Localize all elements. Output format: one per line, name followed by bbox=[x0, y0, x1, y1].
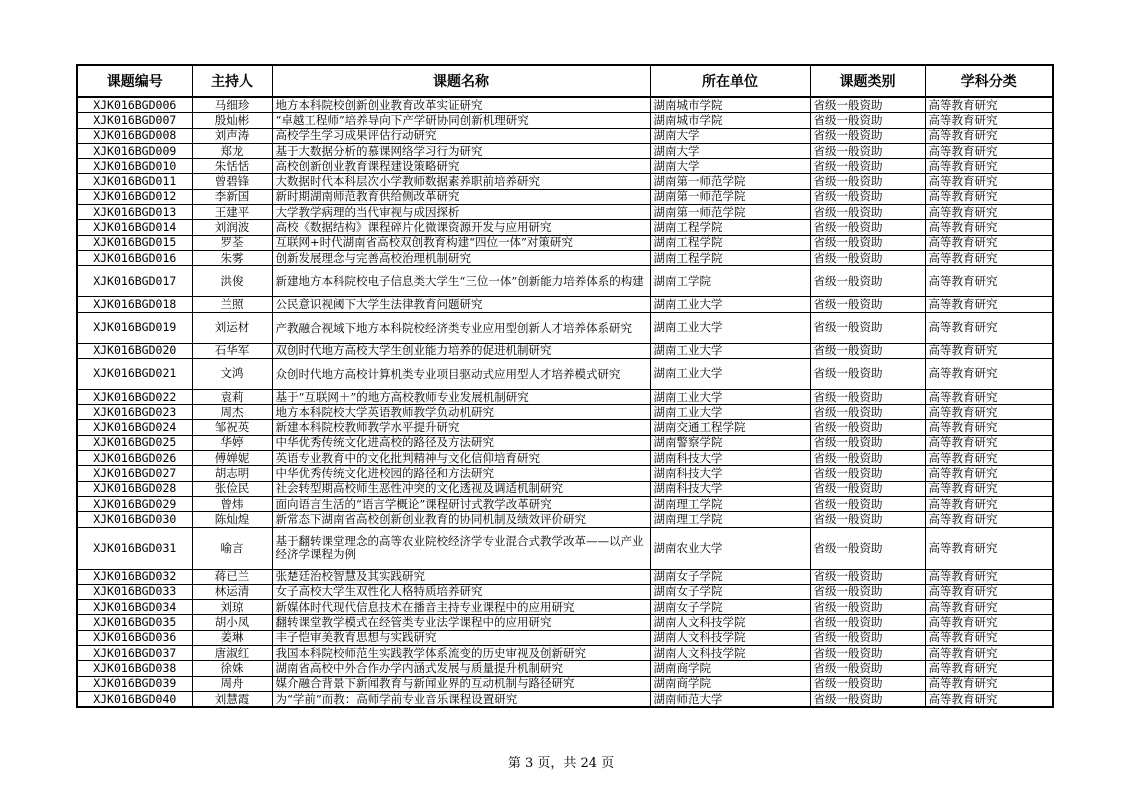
cell-title: 基于大数据分析的慕课网络学习行为研究 bbox=[272, 143, 650, 158]
cell-unit: 湖南理工学院 bbox=[650, 496, 810, 511]
cell-host: 石华军 bbox=[192, 343, 272, 358]
cell-host: 刘润波 bbox=[192, 220, 272, 235]
cell-title: 大学教学病理的当代审视与成因探析 bbox=[272, 205, 650, 220]
table-row bbox=[77, 481, 1053, 496]
cell-unit: 湖南工业大学 bbox=[650, 389, 810, 404]
cell-code: XJK016BGD030 bbox=[77, 512, 192, 527]
cell-unit: 湖南科技大学 bbox=[650, 451, 810, 466]
cell-unit: 湖南科技大学 bbox=[650, 466, 810, 481]
cell-category: 省级一般资助 bbox=[810, 220, 925, 235]
cell-host: 殷灿彬 bbox=[192, 113, 272, 128]
cell-subject: 高等教育研究 bbox=[925, 646, 1053, 661]
cell-category: 省级一般资助 bbox=[810, 676, 925, 691]
cell-host: 朱恬恬 bbox=[192, 159, 272, 174]
cell-subject: 高等教育研究 bbox=[925, 113, 1053, 128]
cell-category: 省级一般资助 bbox=[810, 128, 925, 143]
cell-host: 刘琼 bbox=[192, 600, 272, 615]
cell-host: 姜琳 bbox=[192, 630, 272, 645]
cell-host: 喻言 bbox=[192, 527, 272, 569]
cell-title: 新媒体时代现代信息技术在播音主持专业课程中的应用研究 bbox=[272, 600, 650, 615]
cell-code: XJK016BGD008 bbox=[77, 128, 192, 143]
cell-subject: 高等教育研究 bbox=[925, 481, 1053, 496]
cell-subject: 高等教育研究 bbox=[925, 97, 1053, 113]
cell-title: 中华优秀传统文化进校园的路径和方法研究 bbox=[272, 466, 650, 481]
cell-unit: 湖南理工学院 bbox=[650, 512, 810, 527]
cell-category: 省级一般资助 bbox=[810, 205, 925, 220]
header-unit: 所在单位 bbox=[650, 65, 810, 97]
cell-title: 女子高校大学生双性化人格特质培养研究 bbox=[272, 584, 650, 599]
cell-category: 省级一般资助 bbox=[810, 435, 925, 450]
cell-host: 李新国 bbox=[192, 189, 272, 204]
cell-title: 翻转课堂教学模式在经管类专业法学课程中的应用研究 bbox=[272, 615, 650, 630]
table-row bbox=[77, 676, 1053, 691]
cell-code: XJK016BGD034 bbox=[77, 600, 192, 615]
cell-title: 面向语言生活的“语言学概论”课程研讨式教学改革研究 bbox=[272, 496, 650, 511]
cell-host: 林运清 bbox=[192, 584, 272, 599]
cell-unit: 湖南第一师范学院 bbox=[650, 189, 810, 204]
table-row bbox=[77, 266, 1053, 297]
cell-code: XJK016BGD037 bbox=[77, 646, 192, 661]
cell-unit: 湖南城市学院 bbox=[650, 97, 810, 113]
cell-unit: 湖南交通工程学院 bbox=[650, 420, 810, 435]
cell-host: 华婷 bbox=[192, 435, 272, 450]
header-category: 课题类别 bbox=[810, 65, 925, 97]
table-row bbox=[77, 113, 1053, 128]
cell-subject: 高等教育研究 bbox=[925, 527, 1053, 569]
cell-subject: 高等教育研究 bbox=[925, 358, 1053, 389]
cell-category: 省级一般资助 bbox=[810, 569, 925, 584]
cell-unit: 湖南工业大学 bbox=[650, 405, 810, 420]
table-row bbox=[77, 297, 1053, 312]
cell-category: 省级一般资助 bbox=[810, 527, 925, 569]
cell-unit: 湖南师范大学 bbox=[650, 691, 810, 707]
cell-host: 洪俊 bbox=[192, 266, 272, 297]
cell-subject: 高等教育研究 bbox=[925, 250, 1053, 265]
cell-host: 曾碧锋 bbox=[192, 174, 272, 189]
cell-code: XJK016BGD014 bbox=[77, 220, 192, 235]
cell-code: XJK016BGD013 bbox=[77, 205, 192, 220]
cell-subject: 高等教育研究 bbox=[925, 676, 1053, 691]
table-row bbox=[77, 420, 1053, 435]
cell-category: 省级一般资助 bbox=[810, 343, 925, 358]
cell-subject: 高等教育研究 bbox=[925, 205, 1053, 220]
cell-title: 新常态下湖南省高校创新创业教育的协同机制及绩效评价研究 bbox=[272, 512, 650, 527]
table-row bbox=[77, 630, 1053, 645]
cell-category: 省级一般资助 bbox=[810, 451, 925, 466]
cell-title: 新建本科院校教师教学水平提升研究 bbox=[272, 420, 650, 435]
cell-host: 文鸿 bbox=[192, 358, 272, 389]
cell-host: 陈灿煌 bbox=[192, 512, 272, 527]
cell-subject: 高等教育研究 bbox=[925, 496, 1053, 511]
cell-title: 湖南省高校中外合作办学内涵式发展与质量提升机制研究 bbox=[272, 661, 650, 676]
cell-code: XJK016BGD026 bbox=[77, 451, 192, 466]
cell-unit: 湖南女子学院 bbox=[650, 569, 810, 584]
table-row bbox=[77, 512, 1053, 527]
cell-unit: 湖南商学院 bbox=[650, 676, 810, 691]
cell-category: 省级一般资助 bbox=[810, 584, 925, 599]
cell-subject: 高等教育研究 bbox=[925, 615, 1053, 630]
cell-subject: 高等教育研究 bbox=[925, 420, 1053, 435]
cell-unit: 湖南工业大学 bbox=[650, 358, 810, 389]
cell-category: 省级一般资助 bbox=[810, 600, 925, 615]
cell-host: 徐姝 bbox=[192, 661, 272, 676]
cell-category: 省级一般资助 bbox=[810, 235, 925, 250]
cell-title: 新建地方本科院校电子信息类大学生“三位一体”创新能力培养体系的构建 bbox=[272, 266, 650, 297]
cell-code: XJK016BGD029 bbox=[77, 496, 192, 511]
cell-category: 省级一般资助 bbox=[810, 630, 925, 645]
table-row bbox=[77, 220, 1053, 235]
cell-host: 兰照 bbox=[192, 297, 272, 312]
cell-title: 地方本科院校创新创业教育改革实证研究 bbox=[272, 97, 650, 113]
table-row bbox=[77, 250, 1053, 265]
cell-unit: 湖南工程学院 bbox=[650, 220, 810, 235]
cell-subject: 高等教育研究 bbox=[925, 584, 1053, 599]
cell-host: 周杰 bbox=[192, 405, 272, 420]
cell-host: 唐淑红 bbox=[192, 646, 272, 661]
cell-unit: 湖南女子学院 bbox=[650, 584, 810, 599]
cell-unit: 湖南城市学院 bbox=[650, 113, 810, 128]
cell-category: 省级一般资助 bbox=[810, 358, 925, 389]
cell-host: 罗荃 bbox=[192, 235, 272, 250]
cell-unit: 湖南科技大学 bbox=[650, 481, 810, 496]
cell-code: XJK016BGD017 bbox=[77, 266, 192, 297]
cell-unit: 湖南农业大学 bbox=[650, 527, 810, 569]
cell-unit: 湖南大学 bbox=[650, 128, 810, 143]
cell-code: XJK016BGD015 bbox=[77, 235, 192, 250]
cell-category: 省级一般资助 bbox=[810, 389, 925, 404]
cell-code: XJK016BGD007 bbox=[77, 113, 192, 128]
cell-host: 朱雾 bbox=[192, 250, 272, 265]
table-row bbox=[77, 312, 1053, 343]
cell-unit: 湖南工业大学 bbox=[650, 312, 810, 343]
cell-subject: 高等教育研究 bbox=[925, 569, 1053, 584]
table-row bbox=[77, 615, 1053, 630]
cell-subject: 高等教育研究 bbox=[925, 435, 1053, 450]
cell-subject: 高等教育研究 bbox=[925, 128, 1053, 143]
cell-category: 省级一般资助 bbox=[810, 615, 925, 630]
page-footer: 第 3 页，共 24 页 bbox=[507, 756, 615, 771]
table-body bbox=[77, 97, 1053, 707]
table-header-row bbox=[77, 65, 1053, 97]
cell-subject: 高等教育研究 bbox=[925, 266, 1053, 297]
cell-title: 双创时代地方高校大学生创业能力培养的促进机制研究 bbox=[272, 343, 650, 358]
table-row bbox=[77, 159, 1053, 174]
header-subject: 学科分类 bbox=[925, 65, 1053, 97]
cell-category: 省级一般资助 bbox=[810, 481, 925, 496]
cell-code: XJK016BGD016 bbox=[77, 250, 192, 265]
cell-category: 省级一般资助 bbox=[810, 512, 925, 527]
cell-code: XJK016BGD040 bbox=[77, 691, 192, 707]
cell-unit: 湖南工业大学 bbox=[650, 343, 810, 358]
cell-subject: 高等教育研究 bbox=[925, 174, 1053, 189]
cell-subject: 高等教育研究 bbox=[925, 691, 1053, 707]
cell-unit: 湖南第一师范学院 bbox=[650, 174, 810, 189]
table-row bbox=[77, 405, 1053, 420]
table-row bbox=[77, 128, 1053, 143]
cell-category: 省级一般资助 bbox=[810, 297, 925, 312]
cell-subject: 高等教育研究 bbox=[925, 600, 1053, 615]
cell-category: 省级一般资助 bbox=[810, 405, 925, 420]
cell-host: 蒋已兰 bbox=[192, 569, 272, 584]
cell-host: 刘运材 bbox=[192, 312, 272, 343]
cell-code: XJK016BGD021 bbox=[77, 358, 192, 389]
cell-host: 王建平 bbox=[192, 205, 272, 220]
cell-code: XJK016BGD035 bbox=[77, 615, 192, 630]
cell-title: 高校学生学习成果评估行动研究 bbox=[272, 128, 650, 143]
cell-category: 省级一般资助 bbox=[810, 174, 925, 189]
cell-unit: 湖南商学院 bbox=[650, 661, 810, 676]
cell-title: 创新发展理念与完善高校治理机制研究 bbox=[272, 250, 650, 265]
cell-host: 胡小凤 bbox=[192, 615, 272, 630]
table-row bbox=[77, 646, 1053, 661]
cell-unit: 湖南工程学院 bbox=[650, 250, 810, 265]
cell-title: 高校《数据结构》课程碎片化微课资源开发与应用研究 bbox=[272, 220, 650, 235]
cell-subject: 高等教育研究 bbox=[925, 143, 1053, 158]
cell-title: 社会转型期高校师生恶性冲突的文化透视及调适机制研究 bbox=[272, 481, 650, 496]
table-row bbox=[77, 174, 1053, 189]
cell-code: XJK016BGD027 bbox=[77, 466, 192, 481]
cell-unit: 湖南工学院 bbox=[650, 266, 810, 297]
cell-subject: 高等教育研究 bbox=[925, 466, 1053, 481]
cell-code: XJK016BGD025 bbox=[77, 435, 192, 450]
cell-code: XJK016BGD020 bbox=[77, 343, 192, 358]
table-row bbox=[77, 389, 1053, 404]
table-row bbox=[77, 496, 1053, 511]
cell-subject: 高等教育研究 bbox=[925, 220, 1053, 235]
cell-code: XJK016BGD012 bbox=[77, 189, 192, 204]
cell-code: XJK016BGD010 bbox=[77, 159, 192, 174]
cell-subject: 高等教育研究 bbox=[925, 389, 1053, 404]
cell-host: 刘声涛 bbox=[192, 128, 272, 143]
cell-title: 高校创新创业教育课程建设策略研究 bbox=[272, 159, 650, 174]
table-row bbox=[77, 600, 1053, 615]
cell-category: 省级一般资助 bbox=[810, 266, 925, 297]
cell-title: 丰子恺审美教育思想与实践研究 bbox=[272, 630, 650, 645]
cell-host: 郑龙 bbox=[192, 143, 272, 158]
cell-code: XJK016BGD036 bbox=[77, 630, 192, 645]
cell-code: XJK016BGD024 bbox=[77, 420, 192, 435]
cell-subject: 高等教育研究 bbox=[925, 343, 1053, 358]
cell-unit: 湖南大学 bbox=[650, 159, 810, 174]
cell-title: 英语专业教育中的文化批判精神与文化信仰培育研究 bbox=[272, 451, 650, 466]
header-host: 主持人 bbox=[192, 65, 272, 97]
cell-title: 地方本科院校大学英语教师教学负动机研究 bbox=[272, 405, 650, 420]
cell-title: 大数据时代本科层次小学教师数据素养职前培养研究 bbox=[272, 174, 650, 189]
table-row bbox=[77, 358, 1053, 389]
table-row bbox=[77, 527, 1053, 569]
cell-code: XJK016BGD038 bbox=[77, 661, 192, 676]
cell-title: 公民意识视阈下大学生法律教育问题研究 bbox=[272, 297, 650, 312]
cell-host: 张俭民 bbox=[192, 481, 272, 496]
table-row bbox=[77, 661, 1053, 676]
cell-title: 为“学前”而教：高师学前专业音乐课程设置研究 bbox=[272, 691, 650, 707]
cell-title: 基于翻转课堂理念的高等农业院校经济学专业混合式教学改革——以产业经济学课程为例 bbox=[272, 527, 650, 569]
table-row bbox=[77, 584, 1053, 599]
cell-unit: 湖南警察学院 bbox=[650, 435, 810, 450]
cell-unit: 湖南大学 bbox=[650, 143, 810, 158]
cell-category: 省级一般资助 bbox=[810, 143, 925, 158]
cell-unit: 湖南人文科技学院 bbox=[650, 646, 810, 661]
cell-host: 胡志明 bbox=[192, 466, 272, 481]
table-row bbox=[77, 343, 1053, 358]
table-row bbox=[77, 451, 1053, 466]
cell-host: 曾炜 bbox=[192, 496, 272, 511]
cell-category: 省级一般资助 bbox=[810, 159, 925, 174]
cell-title: 互联网+时代湖南省高校双创教育构建“四位一体”对策研究 bbox=[272, 235, 650, 250]
cell-subject: 高等教育研究 bbox=[925, 661, 1053, 676]
cell-title: 张楚廷治校智慧及其实践研究 bbox=[272, 569, 650, 584]
cell-subject: 高等教育研究 bbox=[925, 189, 1053, 204]
table-row bbox=[77, 189, 1053, 204]
table-row bbox=[77, 435, 1053, 450]
cell-code: XJK016BGD022 bbox=[77, 389, 192, 404]
cell-title: 产教融合视域下地方本科院校经济类专业应用型创新人才培养体系研究 bbox=[272, 312, 650, 343]
table-row bbox=[77, 569, 1053, 584]
cell-subject: 高等教育研究 bbox=[925, 405, 1053, 420]
cell-title: 众创时代地方高校计算机类专业项目驱动式应用型人才培养模式研究 bbox=[272, 358, 650, 389]
cell-category: 省级一般资助 bbox=[810, 113, 925, 128]
cell-host: 袁莉 bbox=[192, 389, 272, 404]
cell-subject: 高等教育研究 bbox=[925, 159, 1053, 174]
cell-code: XJK016BGD039 bbox=[77, 676, 192, 691]
cell-subject: 高等教育研究 bbox=[925, 312, 1053, 343]
cell-unit: 湖南工程学院 bbox=[650, 235, 810, 250]
cell-category: 省级一般资助 bbox=[810, 250, 925, 265]
cell-code: XJK016BGD006 bbox=[77, 97, 192, 113]
cell-code: XJK016BGD031 bbox=[77, 527, 192, 569]
cell-unit: 湖南人文科技学院 bbox=[650, 615, 810, 630]
cell-code: XJK016BGD019 bbox=[77, 312, 192, 343]
table-row bbox=[77, 235, 1053, 250]
cell-code: XJK016BGD028 bbox=[77, 481, 192, 496]
cell-category: 省级一般资助 bbox=[810, 661, 925, 676]
cell-unit: 湖南工业大学 bbox=[650, 297, 810, 312]
table-row bbox=[77, 466, 1053, 481]
cell-title: 我国本科院校师范生实践教学体系流变的历史审视及创新研究 bbox=[272, 646, 650, 661]
cell-subject: 高等教育研究 bbox=[925, 297, 1053, 312]
cell-category: 省级一般资助 bbox=[810, 466, 925, 481]
cell-category: 省级一般资助 bbox=[810, 691, 925, 707]
cell-code: XJK016BGD033 bbox=[77, 584, 192, 599]
cell-title: “卓越工程师”培养导向下产学研协同创新机理研究 bbox=[272, 113, 650, 128]
cell-host: 刘慧霞 bbox=[192, 691, 272, 707]
cell-category: 省级一般资助 bbox=[810, 312, 925, 343]
cell-subject: 高等教育研究 bbox=[925, 235, 1053, 250]
cell-code: XJK016BGD018 bbox=[77, 297, 192, 312]
header-title: 课题名称 bbox=[272, 65, 650, 97]
table-row bbox=[77, 143, 1053, 158]
cell-code: XJK016BGD009 bbox=[77, 143, 192, 158]
project-table bbox=[76, 64, 1054, 708]
cell-title: 新时期湖南师范教育供给侧改革研究 bbox=[272, 189, 650, 204]
cell-subject: 高等教育研究 bbox=[925, 630, 1053, 645]
cell-unit: 湖南人文科技学院 bbox=[650, 630, 810, 645]
cell-title: 中华优秀传统文化进高校的路径及方法研究 bbox=[272, 435, 650, 450]
cell-host: 马细珍 bbox=[192, 97, 272, 113]
cell-title: 媒介融合背景下新闻教育与新闻业界的互动机制与路径研究 bbox=[272, 676, 650, 691]
cell-host: 周舟 bbox=[192, 676, 272, 691]
cell-host: 傅婵妮 bbox=[192, 451, 272, 466]
cell-category: 省级一般资助 bbox=[810, 420, 925, 435]
table-row bbox=[77, 205, 1053, 220]
cell-category: 省级一般资助 bbox=[810, 646, 925, 661]
cell-subject: 高等教育研究 bbox=[925, 512, 1053, 527]
cell-category: 省级一般资助 bbox=[810, 189, 925, 204]
table-row bbox=[77, 97, 1053, 113]
cell-code: XJK016BGD011 bbox=[77, 174, 192, 189]
cell-code: XJK016BGD032 bbox=[77, 569, 192, 584]
header-code: 课题编号 bbox=[77, 65, 192, 97]
cell-title: 基于“互联网＋”的地方高校教师专业发展机制研究 bbox=[272, 389, 650, 404]
cell-category: 省级一般资助 bbox=[810, 496, 925, 511]
cell-subject: 高等教育研究 bbox=[925, 451, 1053, 466]
cell-category: 省级一般资助 bbox=[810, 97, 925, 113]
table-row bbox=[77, 691, 1053, 707]
cell-unit: 湖南第一师范学院 bbox=[650, 205, 810, 220]
cell-host: 邹祝英 bbox=[192, 420, 272, 435]
cell-code: XJK016BGD023 bbox=[77, 405, 192, 420]
cell-unit: 湖南女子学院 bbox=[650, 600, 810, 615]
